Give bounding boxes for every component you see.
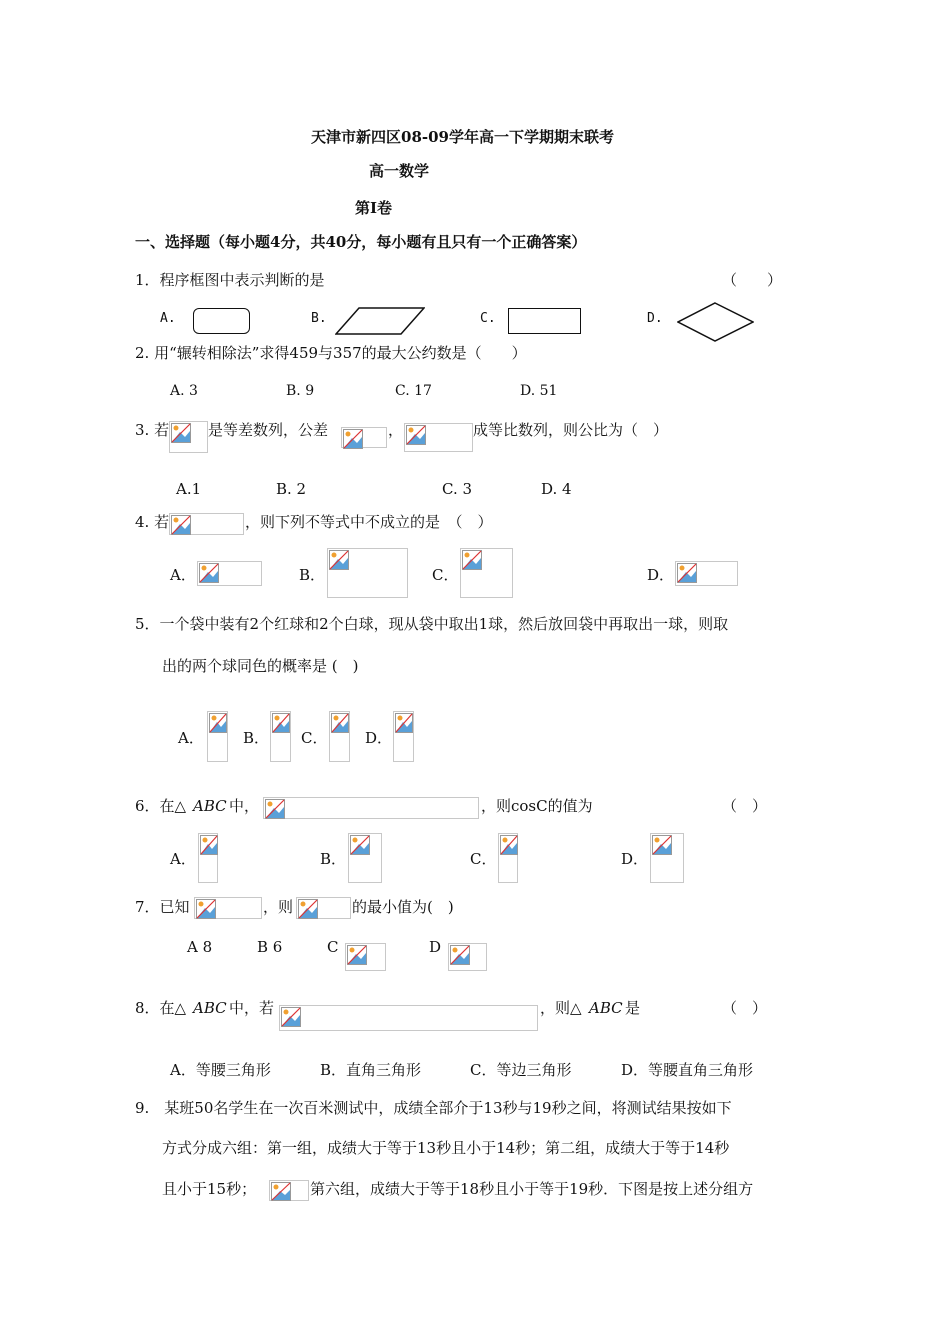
formula-image-placeholder — [341, 427, 387, 448]
q5-option-d: D． — [365, 729, 393, 747]
formula-image-placeholder — [448, 943, 487, 971]
q3-option-a: A.1 — [176, 480, 202, 498]
formula-image-placeholder — [460, 548, 513, 598]
q1-option-d: D. — [647, 311, 663, 326]
formula-image-placeholder — [169, 513, 244, 535]
question-8-suffix2: 是 — [625, 999, 641, 1017]
broken-image-icon — [298, 899, 318, 919]
formula-image-placeholder — [198, 833, 218, 883]
formula-image-placeholder — [675, 561, 738, 586]
formula-image-placeholder — [650, 833, 684, 883]
question-9-line3a: 且小于15秒； — [162, 1180, 257, 1198]
q6-option-b: B． — [320, 850, 347, 868]
question-3-suffix: 成等比数列，则公比为（ ） — [473, 421, 669, 439]
formula-image-placeholder — [197, 561, 262, 586]
question-6-mid: 中， — [229, 797, 260, 815]
diamond-decision-shape — [677, 302, 754, 342]
question-6-abc: ABC — [193, 797, 227, 815]
broken-image-icon — [350, 835, 370, 855]
q7-option-b: B 6 — [257, 938, 283, 956]
formula-image-placeholder — [296, 897, 351, 919]
q4-option-c: C． — [432, 566, 459, 584]
q3-option-c: C. 3 — [442, 480, 473, 498]
broken-image-icon — [406, 425, 426, 445]
q3-option-d: D. 4 — [541, 480, 572, 498]
q8-option-d: D．等腰直角三角形 — [621, 1061, 754, 1079]
q2-option-d: D. 51 — [520, 383, 558, 399]
formula-image-placeholder — [498, 833, 518, 883]
question-8-paren: （ ） — [722, 999, 768, 1017]
broken-image-icon — [196, 899, 216, 919]
broken-image-icon — [171, 423, 191, 443]
q1-option-a: A. — [160, 311, 176, 326]
question-8-mid: 中，若 — [229, 999, 275, 1017]
q6-option-a: A． — [170, 850, 196, 868]
q4-option-a: A． — [170, 566, 196, 584]
question-5-line1: 5．一个袋中装有2个红球和2个白球，现从袋中取出1球，然后放回袋中再取出一球，则取 — [135, 615, 729, 633]
q4-option-d: D． — [647, 566, 675, 584]
formula-image-placeholder — [393, 711, 414, 762]
subject-title: 高一数学 — [369, 162, 430, 180]
question-4-suffix: ，则下列不等式中不成立的是 （ ） — [245, 513, 493, 531]
broken-image-icon — [677, 563, 697, 583]
q1-option-c: C. — [480, 311, 496, 326]
broken-image-icon — [171, 515, 191, 535]
broken-image-icon — [281, 1007, 301, 1027]
formula-image-placeholder — [279, 1005, 538, 1031]
broken-image-icon — [200, 835, 218, 855]
parallelogram-shape — [335, 307, 425, 335]
formula-image-placeholder — [329, 711, 350, 762]
rectangle-shape — [508, 308, 581, 334]
question-3-mid2: ， — [388, 421, 404, 439]
formula-image-placeholder — [404, 423, 473, 452]
broken-image-icon — [652, 835, 672, 855]
question-4-prefix: 4. 若 — [135, 513, 170, 531]
broken-image-icon — [331, 713, 349, 733]
q5-option-b: B． — [243, 729, 270, 747]
question-9-line1: 9. 某班50名学生在一次百米测试中，成绩全部介于13秒与19秒之间，将测试结果按如下 — [135, 1099, 732, 1117]
q2-option-a: A. 3 — [170, 383, 198, 399]
broken-image-icon — [199, 563, 219, 583]
q1-option-b: B. — [311, 311, 327, 326]
question-8-abc: ABC — [193, 999, 227, 1017]
broken-image-icon — [329, 550, 349, 570]
q8-option-b: B．直角三角形 — [320, 1061, 422, 1079]
broken-image-icon — [395, 713, 413, 733]
formula-image-placeholder — [270, 711, 291, 762]
q5-option-c: C． — [301, 729, 328, 747]
question-8-abc2: ABC — [589, 999, 623, 1017]
formula-image-placeholder — [345, 943, 386, 971]
question-9-line3b: 第六组，成绩大于等于18秒且小于等于19秒．下图是按上述分组方 — [310, 1180, 754, 1198]
question-3-mid1: 是等差数列，公差 — [208, 421, 329, 439]
question-3-prefix: 3. 若 — [135, 421, 170, 439]
q2-option-c: C. 17 — [395, 383, 432, 399]
q6-option-c: C． — [470, 850, 497, 868]
q8-option-c: C．等边三角形 — [470, 1061, 572, 1079]
question-1-text: 1．程序框图中表示判断的是 — [135, 271, 325, 289]
formula-image-placeholder — [207, 711, 228, 762]
question-2-text: 2. 用“辗转相除法”求得459与357的最大公约数是（ ） — [135, 344, 527, 362]
volume-title: 第Ⅰ卷 — [355, 199, 393, 217]
broken-image-icon — [265, 799, 285, 819]
question-8-suffix1: ，则△ — [540, 999, 582, 1017]
q6-option-d: D． — [621, 850, 649, 868]
question-9-line2: 方式分成六组：第一组，成绩大于等于13秒且小于14秒；第二组，成绩大于等于14秒 — [162, 1139, 730, 1157]
q2-option-b: B. 9 — [286, 383, 315, 399]
terminal-rounded-rect-shape — [193, 308, 250, 334]
broken-image-icon — [500, 835, 518, 855]
formula-image-placeholder — [263, 797, 479, 819]
document-title: 天津市新四区08-09学年高一下学期期末联考 — [311, 128, 614, 146]
question-8-prefix: 8．在△ — [135, 999, 187, 1017]
question-6-suffix: ，则cosC的值为 — [481, 797, 593, 815]
question-6-prefix: 6．在△ — [135, 797, 187, 815]
broken-image-icon — [343, 429, 363, 449]
question-5-line2: 出的两个球同色的概率是 ( ) — [162, 657, 359, 675]
question-7-prefix: 7．已知 — [135, 898, 190, 916]
broken-image-icon — [462, 550, 482, 570]
broken-image-icon — [209, 713, 227, 733]
formula-image-placeholder — [269, 1180, 309, 1201]
q5-option-a: A． — [178, 729, 204, 747]
q7-option-d: D — [429, 938, 442, 956]
formula-image-placeholder — [327, 548, 408, 598]
question-6-paren: （ ） — [722, 797, 768, 815]
section-heading: 一、选择题（每小题4分，共40分，每小题有且只有一个正确答案） — [135, 233, 587, 251]
question-7-mid: ，则 — [263, 898, 294, 916]
q4-option-b: B． — [299, 566, 326, 584]
formula-image-placeholder — [348, 833, 382, 883]
broken-image-icon — [272, 713, 290, 733]
q3-option-b: B. 2 — [276, 480, 307, 498]
broken-image-icon — [450, 945, 470, 965]
q7-option-a: A 8 — [187, 938, 213, 956]
question-1-paren: （ ） — [722, 271, 783, 289]
q7-option-c: C — [327, 938, 339, 956]
formula-image-placeholder — [194, 897, 262, 919]
formula-image-placeholder — [169, 421, 208, 453]
q8-option-a: A．等腰三角形 — [170, 1061, 271, 1079]
broken-image-icon — [271, 1182, 291, 1201]
broken-image-icon — [347, 945, 367, 965]
question-7-suffix: 的最小值为( ) — [352, 898, 454, 916]
